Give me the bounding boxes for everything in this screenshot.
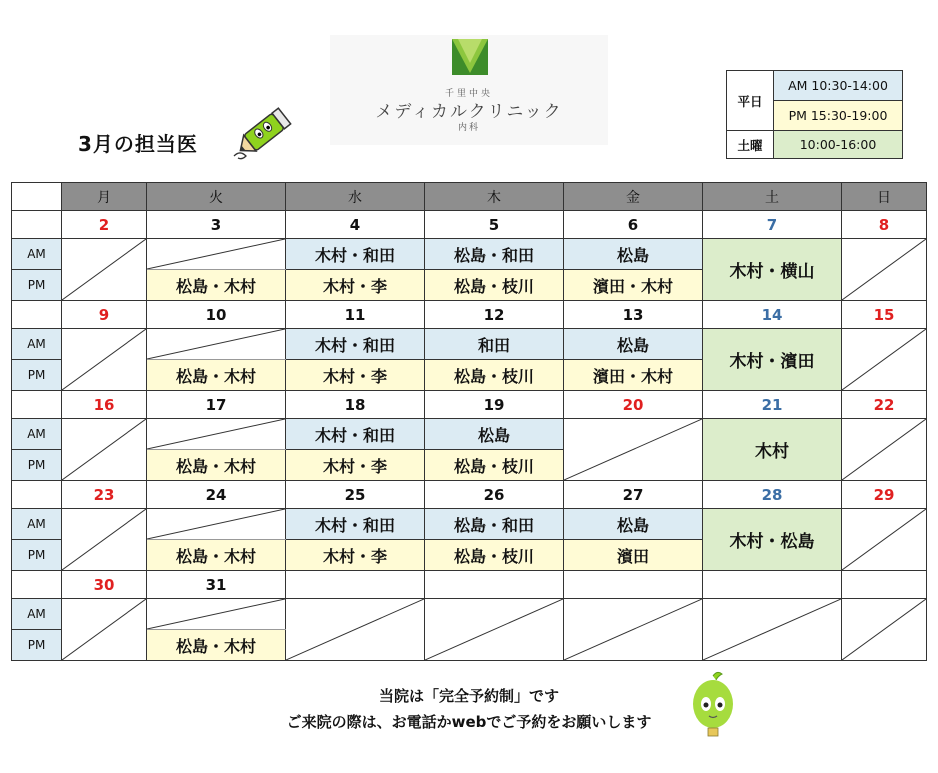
closed-slash-line bbox=[62, 239, 146, 300]
clinic-logo bbox=[330, 35, 608, 145]
date-cell: 16 bbox=[62, 391, 147, 419]
closed-cell bbox=[286, 599, 425, 661]
weekday-pm-hours: PM 15:30-19:00 bbox=[774, 101, 903, 131]
doctor-pm-cell: 木村・李 bbox=[286, 450, 425, 481]
day-header-fri: 金 bbox=[564, 183, 703, 211]
closed-slash bbox=[842, 599, 926, 660]
closed-slash-line bbox=[147, 419, 285, 449]
date-cell: 21 bbox=[703, 391, 842, 419]
closed-slash-line bbox=[62, 509, 146, 570]
am-label: AM bbox=[12, 509, 62, 540]
schedule-table bbox=[11, 182, 927, 661]
date-cell: 30 bbox=[62, 571, 147, 599]
date-cell: 2 bbox=[62, 211, 147, 239]
date-cell: 4 bbox=[286, 211, 425, 239]
closed-slash bbox=[147, 329, 285, 359]
doctor-pm-cell: 松島・枝川 bbox=[425, 270, 564, 301]
day-header-thu: 木 bbox=[425, 183, 564, 211]
closed-slash bbox=[842, 329, 926, 390]
doctor-am-cell: 松島・和田 bbox=[425, 509, 564, 540]
closed-cell bbox=[62, 509, 147, 571]
day-header-tue: 火 bbox=[147, 183, 286, 211]
closed-slash bbox=[62, 329, 146, 390]
closed-slash bbox=[564, 599, 702, 660]
date-cell: 22 bbox=[842, 391, 927, 419]
date-cell: 9 bbox=[62, 301, 147, 329]
closed-slash bbox=[62, 239, 146, 300]
closed-slash bbox=[842, 509, 926, 570]
logo-clinic-name: メディカルクリニック bbox=[375, 102, 563, 122]
date-row-spacer bbox=[12, 571, 62, 599]
date-cell bbox=[425, 571, 564, 599]
hours-table bbox=[726, 70, 903, 159]
doctor-am-cell: 松島・和田 bbox=[425, 239, 564, 270]
doctor-am-cell: 松島 bbox=[425, 419, 564, 450]
date-cell: 7 bbox=[703, 211, 842, 239]
doctor-pm-cell: 木村・李 bbox=[286, 360, 425, 391]
am-label: AM bbox=[12, 239, 62, 270]
am-label: AM bbox=[12, 599, 62, 630]
closed-cell bbox=[564, 599, 703, 661]
corner-cell bbox=[12, 183, 62, 211]
date-cell bbox=[842, 571, 927, 599]
doctor-am-cell: 木村・和田 bbox=[286, 239, 425, 270]
doctor-pm-cell: 松島・木村 bbox=[147, 360, 286, 391]
date-cell: 3 bbox=[147, 211, 286, 239]
closed-slash bbox=[842, 239, 926, 300]
doctor-pm-cell: 濱田・木村 bbox=[564, 360, 703, 391]
closed-cell bbox=[564, 419, 703, 481]
closed-cell bbox=[703, 599, 842, 661]
closed-slash-line bbox=[62, 419, 146, 480]
closed-cell bbox=[62, 239, 147, 301]
closed-slash-line bbox=[703, 599, 841, 660]
closed-slash-line bbox=[842, 419, 926, 480]
date-row-spacer bbox=[12, 481, 62, 509]
closed-cell bbox=[842, 329, 927, 391]
closed-slash bbox=[62, 509, 146, 570]
date-cell: 23 bbox=[62, 481, 147, 509]
date-cell: 26 bbox=[425, 481, 564, 509]
closed-cell bbox=[62, 419, 147, 481]
notice-line-1: 当院は「完全予約制」です bbox=[378, 687, 559, 705]
doctor-pm-cell: 木村・李 bbox=[286, 540, 425, 571]
closed-slash bbox=[564, 419, 702, 480]
am-label: AM bbox=[12, 419, 62, 450]
pm-label: PM bbox=[12, 450, 62, 481]
closed-slash-line bbox=[147, 509, 285, 539]
closed-slash bbox=[147, 239, 285, 269]
doctor-am-cell: 木村・和田 bbox=[286, 419, 425, 450]
doctor-am-cell: 松島 bbox=[564, 239, 703, 270]
date-cell: 15 bbox=[842, 301, 927, 329]
mascot-character-icon bbox=[688, 670, 738, 740]
date-cell: 18 bbox=[286, 391, 425, 419]
closed-cell bbox=[842, 419, 927, 481]
am-label: AM bbox=[12, 329, 62, 360]
doctor-sat-cell: 木村・横山 bbox=[703, 239, 842, 301]
date-cell: 31 bbox=[147, 571, 286, 599]
closed-slash bbox=[425, 599, 563, 660]
doctor-am-cell: 和田 bbox=[425, 329, 564, 360]
day-header-sun: 日 bbox=[842, 183, 927, 211]
doctor-pm-cell: 松島・木村 bbox=[147, 270, 286, 301]
closed-slash bbox=[703, 599, 841, 660]
date-cell: 19 bbox=[425, 391, 564, 419]
date-cell: 28 bbox=[703, 481, 842, 509]
closed-cell bbox=[147, 509, 286, 540]
pm-label: PM bbox=[12, 540, 62, 571]
logo-subtitle: 千里中央 bbox=[444, 89, 493, 99]
closed-cell bbox=[842, 509, 927, 571]
logo-mark-icon bbox=[452, 39, 488, 75]
closed-cell bbox=[62, 329, 147, 391]
closed-slash-line bbox=[147, 329, 285, 359]
doctor-pm-cell: 松島・木村 bbox=[147, 450, 286, 481]
closed-slash-line bbox=[147, 599, 285, 629]
closed-slash-line bbox=[842, 239, 926, 300]
date-cell bbox=[286, 571, 425, 599]
notice-line-2: ご来院の際は、お電話かwebでご予約をお願いします bbox=[286, 713, 652, 731]
saturday-hours: 10:00-16:00 bbox=[774, 131, 903, 159]
doctor-pm-cell: 木村・李 bbox=[286, 270, 425, 301]
closed-slash-line bbox=[425, 599, 563, 660]
closed-slash-line bbox=[564, 599, 702, 660]
closed-slash bbox=[62, 599, 146, 660]
doctor-sat-cell: 木村 bbox=[703, 419, 842, 481]
day-header-wed: 水 bbox=[286, 183, 425, 211]
date-cell: 10 bbox=[147, 301, 286, 329]
closed-slash bbox=[62, 419, 146, 480]
date-cell bbox=[564, 571, 703, 599]
closed-slash-line bbox=[842, 509, 926, 570]
date-cell: 17 bbox=[147, 391, 286, 419]
date-row-spacer bbox=[12, 391, 62, 419]
pencil-mascot-icon bbox=[232, 100, 302, 162]
pm-label: PM bbox=[12, 360, 62, 391]
closed-slash-line bbox=[286, 599, 424, 660]
day-header-mon: 月 bbox=[62, 183, 147, 211]
weekday-am-hours: AM 10:30-14:00 bbox=[774, 71, 903, 101]
date-cell: 25 bbox=[286, 481, 425, 509]
closed-slash-line bbox=[842, 329, 926, 390]
doctor-pm-cell: 松島・枝川 bbox=[425, 450, 564, 481]
closed-slash-line bbox=[842, 599, 926, 660]
date-cell: 14 bbox=[703, 301, 842, 329]
closed-slash bbox=[147, 599, 285, 629]
logo-department: 内科 bbox=[457, 123, 480, 133]
closed-slash bbox=[286, 599, 424, 660]
date-cell: 11 bbox=[286, 301, 425, 329]
date-cell: 20 bbox=[564, 391, 703, 419]
day-header-sat: 土 bbox=[703, 183, 842, 211]
closed-cell bbox=[147, 239, 286, 270]
date-cell bbox=[703, 571, 842, 599]
doctor-pm-cell: 松島・枝川 bbox=[425, 540, 564, 571]
closed-cell bbox=[842, 599, 927, 661]
date-row-spacer bbox=[12, 301, 62, 329]
doctor-sat-cell: 木村・松島 bbox=[703, 509, 842, 571]
date-cell: 13 bbox=[564, 301, 703, 329]
saturday-label: 土曜 bbox=[727, 131, 774, 159]
doctor-am-cell: 木村・和田 bbox=[286, 329, 425, 360]
date-cell: 12 bbox=[425, 301, 564, 329]
doctor-am-cell: 松島 bbox=[564, 329, 703, 360]
doctor-pm-cell: 濱田 bbox=[564, 540, 703, 571]
closed-slash-line bbox=[62, 329, 146, 390]
date-cell: 27 bbox=[564, 481, 703, 509]
date-cell: 8 bbox=[842, 211, 927, 239]
doctor-pm-cell: 松島・木村 bbox=[147, 630, 286, 661]
date-cell: 5 bbox=[425, 211, 564, 239]
closed-slash bbox=[842, 419, 926, 480]
doctor-pm-cell: 松島・木村 bbox=[147, 540, 286, 571]
closed-slash bbox=[147, 509, 285, 539]
doctor-am-cell: 木村・和田 bbox=[286, 509, 425, 540]
closed-cell bbox=[62, 599, 147, 661]
page-title: 3月の担当医 bbox=[78, 132, 198, 156]
closed-slash-line bbox=[564, 419, 702, 480]
closed-cell bbox=[425, 599, 564, 661]
closed-cell bbox=[147, 329, 286, 360]
doctor-sat-cell: 木村・濱田 bbox=[703, 329, 842, 391]
closed-cell bbox=[842, 239, 927, 301]
closed-slash-line bbox=[147, 239, 285, 269]
doctor-pm-cell: 松島・枝川 bbox=[425, 360, 564, 391]
date-cell: 6 bbox=[564, 211, 703, 239]
closed-slash-line bbox=[62, 599, 146, 660]
closed-cell bbox=[147, 419, 286, 450]
date-cell: 24 bbox=[147, 481, 286, 509]
date-cell: 29 bbox=[842, 481, 927, 509]
doctor-pm-cell: 濱田・木村 bbox=[564, 270, 703, 301]
date-row-spacer bbox=[12, 211, 62, 239]
closed-slash bbox=[147, 419, 285, 449]
pm-label: PM bbox=[12, 630, 62, 661]
weekday-label: 平日 bbox=[727, 71, 774, 131]
closed-cell bbox=[147, 599, 286, 630]
doctor-am-cell: 松島 bbox=[564, 509, 703, 540]
pm-label: PM bbox=[12, 270, 62, 301]
